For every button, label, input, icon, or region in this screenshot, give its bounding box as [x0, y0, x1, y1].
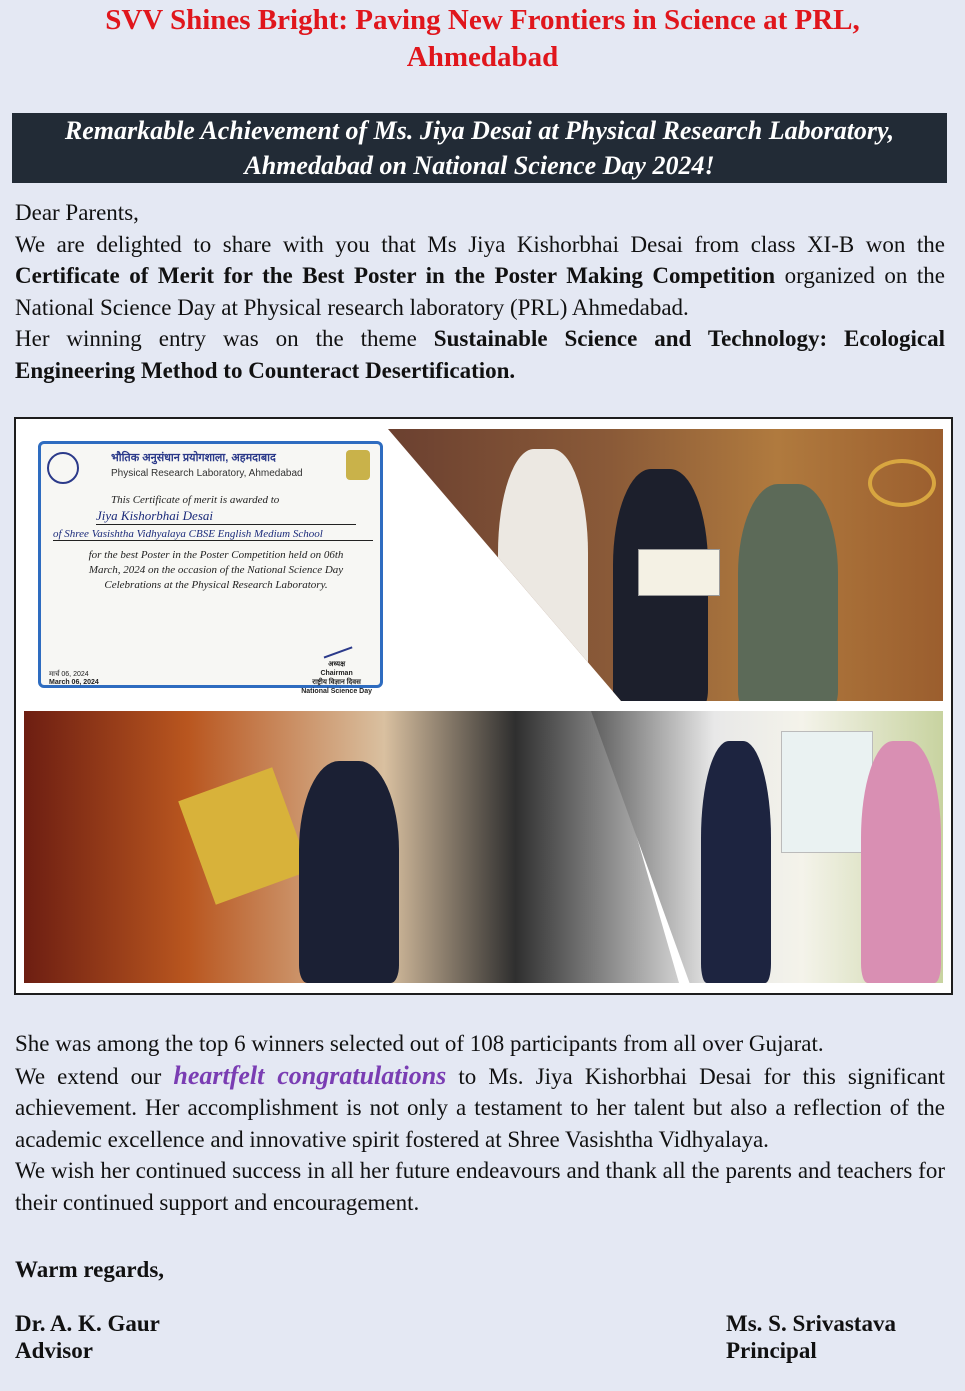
- certificate-chairman: अध्यक्ष Chairman राष्ट्रीय विज्ञान दिवस National Science Day: [301, 661, 372, 695]
- headline-banner: [12, 113, 947, 183]
- advisor-role: Advisor: [15, 1338, 93, 1363]
- intro-paragraph-1: We are delighted to share with you that Ms Jiya Kishorbhai Desai from class XI-B won the Certificate of Merit for the Best Poster in the Poster Making Competition organized on the National Science Day at Physical research laboratory (PRL) Ahmedabad.: [15, 231, 946, 320]
- certificate-date: March 06, 2024: [49, 679, 99, 686]
- signature-mark: [317, 629, 352, 658]
- certificate-image: [38, 441, 383, 695]
- certificate-hindi-org: भौतिक अनुसंधान प्रयोगशाला, अहमदाबाद: [111, 452, 276, 464]
- principal-role: Principal: [726, 1338, 817, 1363]
- principal-name: Ms. S. Srivastava: [726, 1311, 896, 1336]
- certificate-awarded: This Certificate of merit is awarded to: [111, 494, 280, 506]
- certificate-name: Jiya Kishorbhai Desai: [96, 508, 356, 525]
- poster-board: [781, 731, 873, 853]
- person-figure: [738, 484, 838, 701]
- certificate-org: Physical Research Laboratory, Ahmedabad: [111, 468, 303, 479]
- prl-emblem-icon: [868, 459, 936, 507]
- closing-paragraph-1: She was among the top 6 winners selected out of 108 participants from all over Gujarat.: [15, 1031, 824, 1056]
- anniversary-logo-icon: [346, 450, 370, 480]
- prl-logo-icon: [47, 452, 79, 484]
- signatory-advisor: [15, 1310, 160, 1364]
- satellite-model-photo: [24, 711, 679, 983]
- advisor-name: Dr. A. K. Gaur: [15, 1311, 160, 1336]
- photo-collage: [14, 417, 953, 995]
- person-figure: [498, 449, 588, 701]
- title-line-1: SVV Shines Bright: Paving New Frontiers in Science at PRL,: [105, 4, 860, 36]
- intro-paragraph-2: Her winning entry was on the theme Sustainable Science and Technology: Ecological Engineering Method to Counteract Desertification.: [15, 326, 945, 383]
- award-ceremony-photo: [388, 429, 943, 701]
- intro-section: [15, 197, 945, 386]
- warm-regards: Warm regards,: [15, 1257, 165, 1282]
- banner-line-1: Remarkable Achievement of Ms. Jiya Desai at Physical Research Laboratory,: [64, 116, 895, 145]
- page-title: [20, 2, 945, 76]
- banner-line-2: Ahmedabad on National Science Day 2024!: [244, 151, 715, 180]
- signatory-principal: [726, 1310, 896, 1364]
- certificate-date-hindi: मार्च 06, 2024: [49, 671, 89, 678]
- closing-section: [15, 1028, 945, 1218]
- person-figure: [861, 741, 941, 983]
- closing-paragraph-2: We extend our heartfelt congratulations to Ms. Jiya Kishorbhai Desai for this significant achievement. Her accomplishment is not only a testament to her talent but also a reflection of the academic excellence and innovative spirit fostered at Shree Vasishtha Vidhyalaya.: [15, 1060, 945, 1152]
- certificate-text: for the best Poster in the Poster Competition held on 06th March, 2024 on the occasion of the National Science Day Celebrations at the Physical Research Laboratory.: [88, 549, 344, 591]
- student-figure: [299, 761, 399, 983]
- title-line-2: Ahmedabad: [406, 41, 559, 73]
- congratulations-emphasis: heartfelt congratulations: [173, 1060, 447, 1090]
- student-figure: [701, 741, 771, 983]
- certificate-held: [638, 549, 720, 596]
- satellite-model: [178, 767, 310, 905]
- greeting: Dear Parents,: [15, 200, 139, 225]
- closing-paragraph-3: We wish her continued success in all her future endeavours and thank all the parents and teachers for their continued support and encouragement.: [15, 1158, 945, 1215]
- certificate-school: of Shree Vasishtha Vidhyalaya CBSE English Medium School: [53, 528, 373, 541]
